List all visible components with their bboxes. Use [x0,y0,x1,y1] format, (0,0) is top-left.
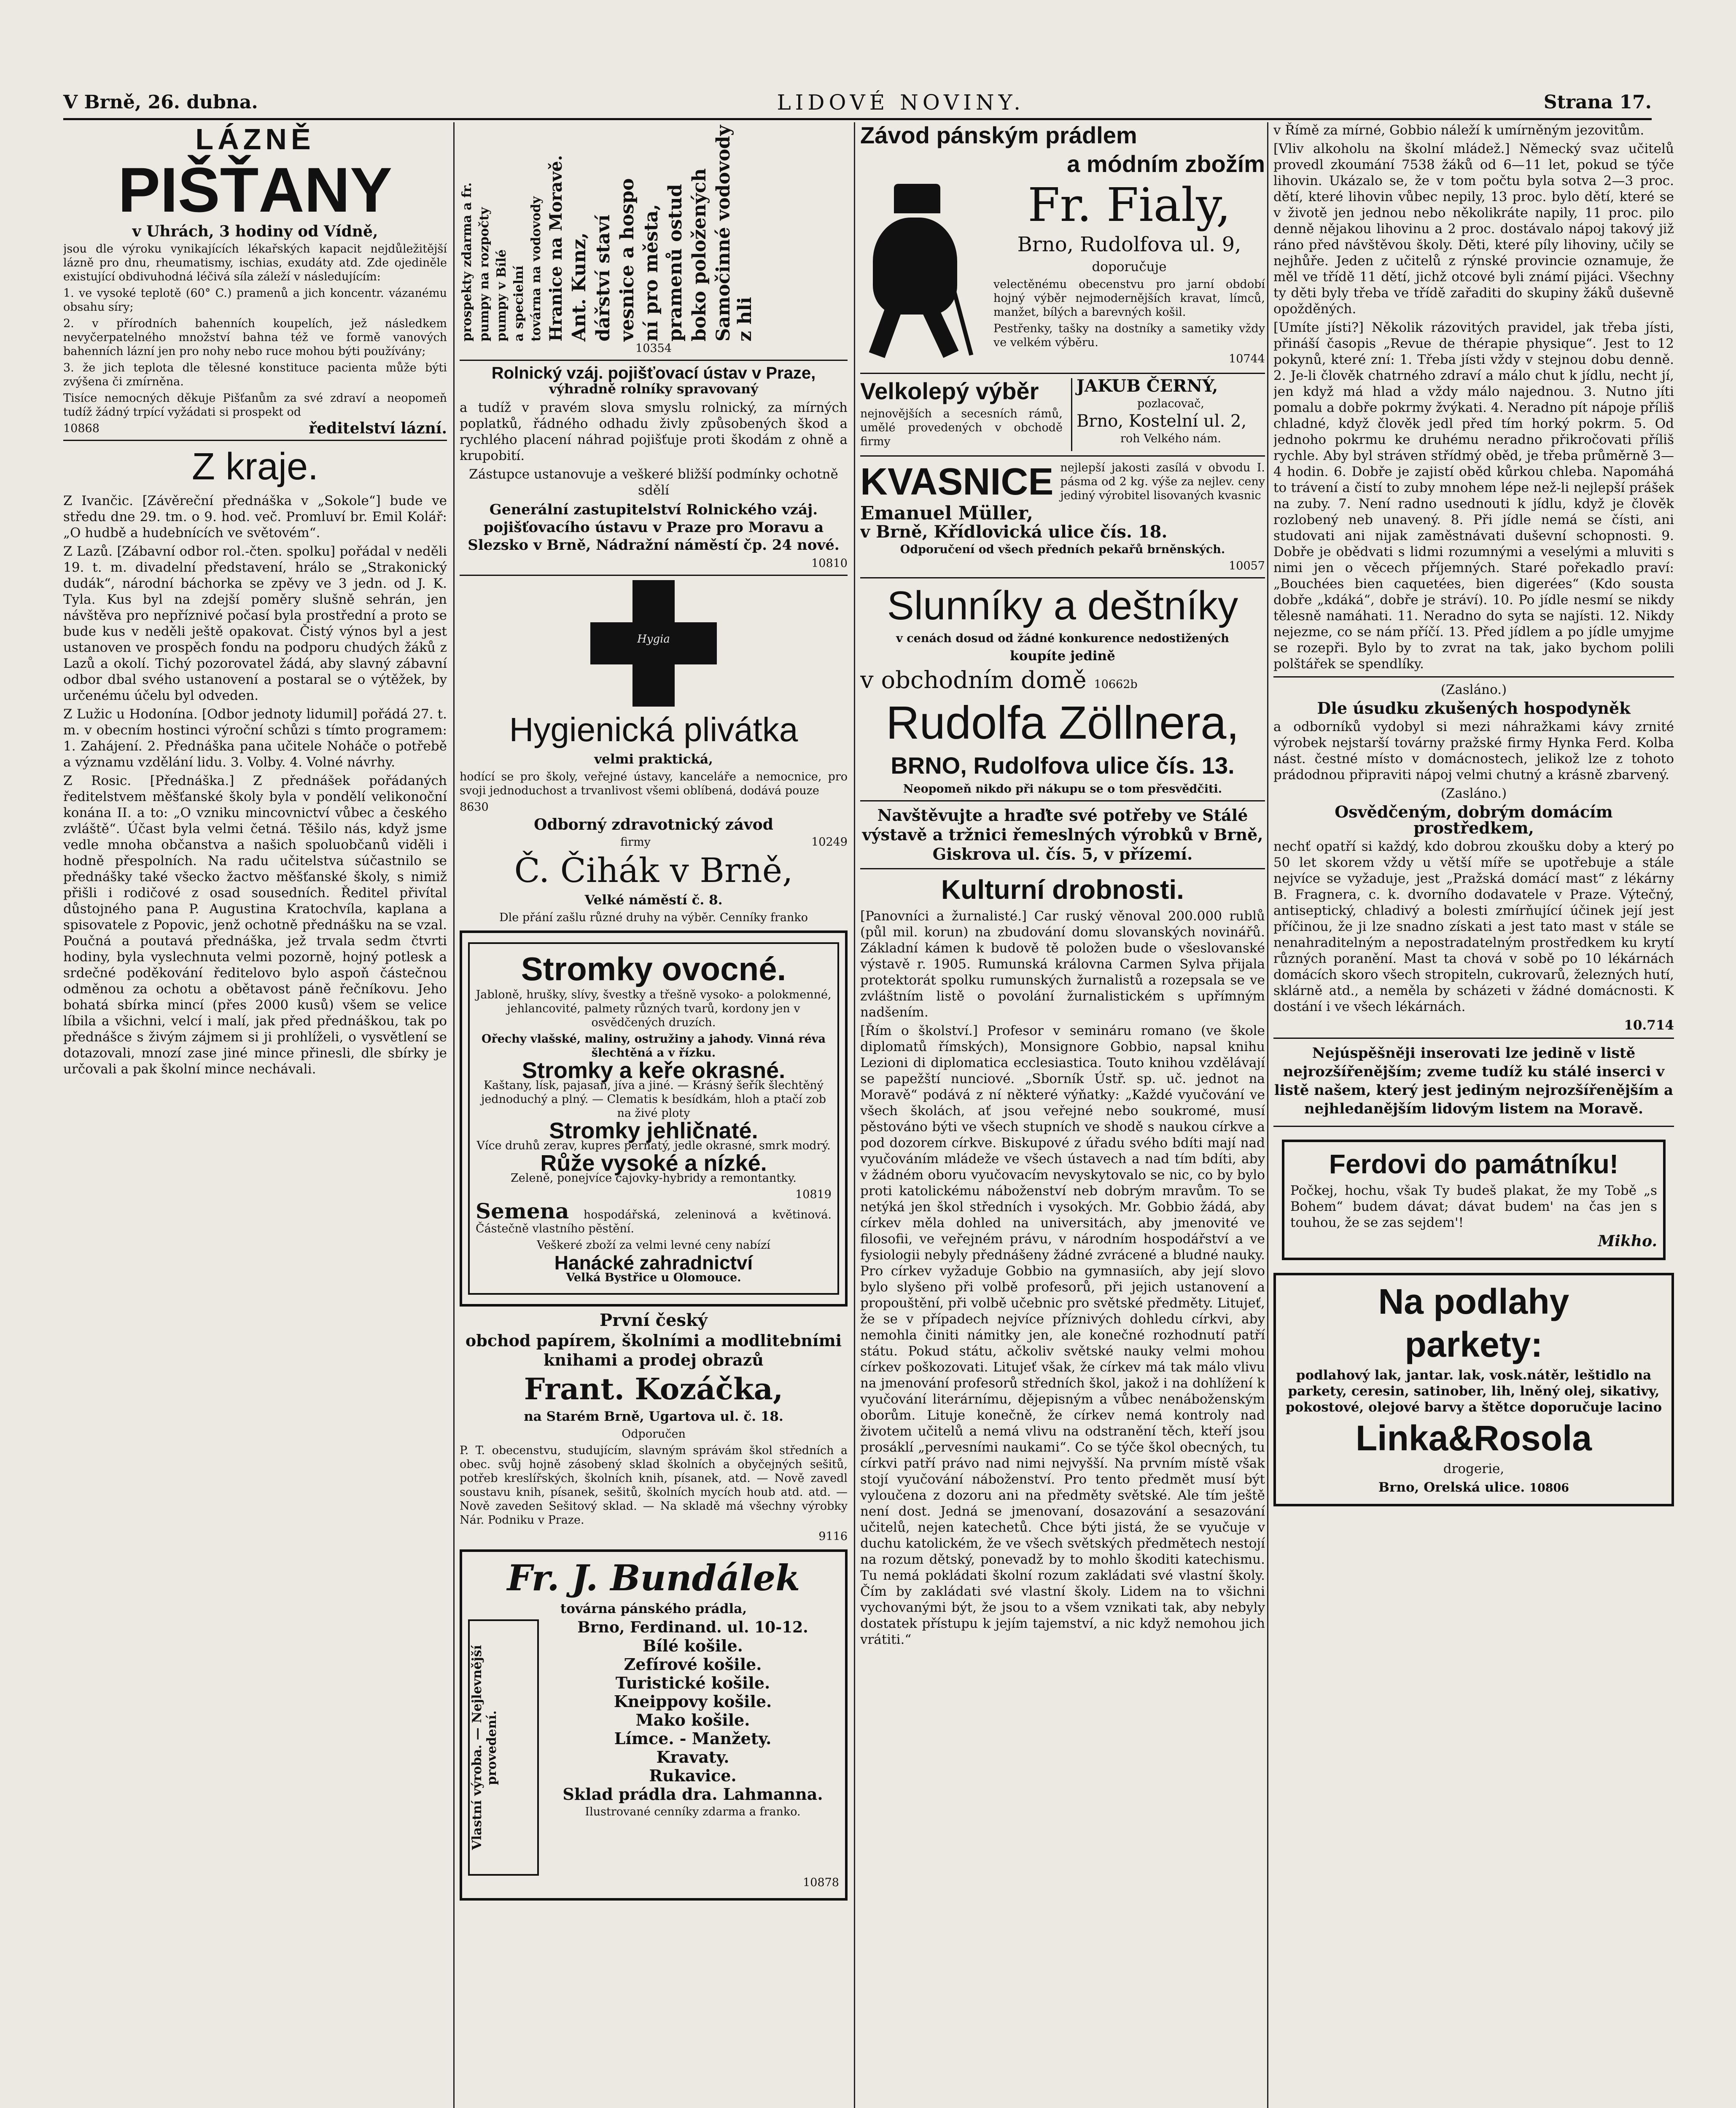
hanacke-address: Velká Bystřice u Olomouce. [566,1271,741,1284]
bundalek-address: Brno, Ferdinand. ul. 10-12. [577,1619,808,1636]
velkolepy-vyber-ad [860,378,1265,451]
bundalek-ad [460,1549,848,1901]
fialy-top: Závod pánským prádlem [860,122,1137,148]
semena-body: hospodářská, zeleninová a květinová. Částečně vlastního pěstění. [476,1208,832,1235]
vertical-text: pramenů ostud [665,184,686,341]
divider [860,455,1265,457]
linka-address: Brno, Orelská ulice. [1378,1480,1525,1495]
vertical-text: pumpy na rozpočty [477,207,492,341]
divider [460,575,848,576]
rolnicky-title: Rolnický vzáj. pojišťovací ústav v Praze, [491,364,816,382]
ad-ref-number: 8630 [460,801,489,814]
hyg-note: Dle přání zašlu různé druhy na výběr. Cenníky franko [499,911,808,924]
cerny-name: JAKUB ČERNÝ, [1077,376,1218,396]
ferda-signature: Mikho. [1598,1232,1657,1250]
header-date: V Brně, 26. dubna. [63,91,258,113]
fialy-sub: a módním zbožím [1067,151,1265,177]
kvasnice-body: nejlepší jakosti zasílá v obvodu I. pásma od 2 kg. výše za nejlev. ceny jediný výrobitel lisovaných kvasnic [1060,461,1265,502]
article-paragraph: v Římě za mírné, Gobbio náleží k umírněným jezovitům. [1273,123,1644,138]
fialy-body: Pestřenky, tašky na dostníky a sametiky vždy ve velkém výběru. [993,322,1265,349]
pistany-ad [63,122,447,436]
inserce-text: Nejúspěšněji inserovati lze jedině v listě nejrozšířenějším; zveme tudíž ku stálé inserci v listě našem, který jest jediným nejrozšířenějším a nejhledanějším lidovým listem na Moravě. [1274,1045,1673,1117]
zollner-note: Neopomeň nikdo při nákupu se o tom přesvědčiti. [903,782,1222,796]
header-title: LIDOVÉ NOVINY. [777,90,1025,115]
vertical-text: a specielní [511,265,526,341]
divider [860,577,1265,578]
page-header [63,86,1652,120]
rolnicky-subtitle: výhradně rolníky spravovaný [549,382,758,397]
rolnicky-ad [460,365,848,570]
stromky-title: Stromky ovocné. [521,950,786,987]
ferda-title: Ferdovi do památníku! [1329,1149,1619,1179]
z-kraje-heading: Z kraje. [191,446,319,488]
column-1 [63,122,447,2108]
zaslano-label: (Zasláno.) [1440,682,1507,697]
pistany-point: 1. ve vysoké teplotě (60° C.) pramenů a jich koncentr. vázanému obsahu síry; [63,287,447,314]
shirt-illustration: Vlastní výroba. — Nejlevnější provedení. [468,1619,539,1876]
ad-ref-number: 9116 [818,1530,848,1543]
ad-ref-number: 10819 [795,1188,832,1201]
kozacka-address: na Starém Brně, Ugartova ul. č. 18. [524,1409,783,1424]
linka-rosola-ad [1273,1273,1674,1506]
ad-ref-number: 10868 [63,422,100,435]
pistany-closing: Tisíce nemocných děkuje Pišťanům za své zdraví a neopomeň tudíž žádný trpící vyžádati si prospekt od [63,392,447,419]
bundalek-item: Kravaty. [656,1748,729,1767]
kvasnice-recommend: Odporučení od všech předních pekařů brněnských. [900,543,1225,556]
fialy-address: Brno, Rudolfova ul. 9, [1017,233,1241,256]
column-rule [1267,122,1268,2108]
kvasnice-name: Emanuel Müller, [860,503,1034,524]
fialy-name: Fr. Fialy, [1028,178,1231,232]
divider [1273,676,1674,678]
ad-ref-number: 10806 [1529,1482,1569,1495]
slunniky-subtitle: v cenách dosud od žádné konkurence nedostižených [896,632,1229,645]
gentleman-illustration [860,180,987,357]
zaslano-body: nechť opatří si každý, kdo dobrou zkoušku doby a který po 50 let skorem vždy u větší míře se upotřebuje a stále nejvíce se vyžaduje, jest „Pražská domácí mast“ z lékárny B. Fragnera, c. k. dvorního dodavatele v Praze. Výtečný, antiseptický, chladivý a bolesti zmírňující účinek její jest příčinou, že ji lze snadno získati a jest tato mast v stále se nenahraditelným a nepostradatelným prostředkem ku krytí různých poranění. Mast ta chová v sobě po 10 lékárnách domácích skoro všech stropiteln, cukrovarů, železných hutí, sklárně atd., a neměla by scházeti v žádné domácnosti. K dostání i ve všech lékárnách. [1273,839,1674,1014]
stromky-ad [460,930,848,1307]
vystava-notice: Navštěvujte a hraďte své potřeby ve Stálé výstavě a tržnici řemeslných výrobků v Brně, Giskrova ul. čís. 5, v přízemí. [862,806,1263,863]
bundalek-item: Límce. - Manžety. [614,1729,772,1748]
rolnicky-body: Zástupce ustanovuje a veškeré bližší podmínky ochotně sdělí [469,467,838,498]
kozacka-name: Frant. Kozáčka, [524,1371,783,1406]
kulturni-drobnosti-heading: Kulturní drobnosti. [941,874,1184,905]
linka-name: Linka&Rosola [1355,1418,1592,1458]
article-paragraph: [Vliv alkoholu na školní mládež.] Německý svaz učitelů provedl zkoumání 7538 žáků od 6—11 let, pokud se týče lihovin. Ukázalo se, že v tom počtu byla sotva 2—3 proc. dětí, které lihovin vůbec nepily, 13 proc. bylo dětí, které se v životě jen jednou nebo několikráte napily, 11 proc. pilo denně nějakou lihovinu a 2 proc. dostávalo nápoj takový již ráno před návštěvou školy. Děti, které píly lihoviny, učily se nejhůře. Jeden z učitelů z rýnské provincie oznamuje, že měl ve třídě 11 dětí, jichž otcové byli známí pijáci. Všechny ty děti byly třeba ve třídě zařaditi do skupiny žáků duševně opožděných. [1273,141,1674,317]
zaslano-title: Dle úsudku zkušených hospodyněk [1317,699,1631,718]
vertical-text: Hranice na Moravě. [546,155,566,341]
rolnicky-general: Generální zastupitelství Rolnického vzáj. pojišťovacího ústavu v Praze pro Moravu a Slezsko v Brně, Nádražní náměstí čp. 24 nové. [468,501,840,554]
rolnicky-body: a tudíž v pravém slova smyslu rolnický, za mírných poplatků, řádného odhadu živly způsobených škod a rychlého placení náhrad pojišťuje proti škodám z ohně a krupobití. [460,400,848,463]
cerny-address: Brno, Kostelní ul. 2, [1077,411,1247,431]
zollner-name: Rudolfa Zöllnera, [886,697,1239,749]
fialy-ad [860,122,1265,368]
kere-body: Kaštany, lísk, pajasan, jíva a jiné. — Krásný šeřík šlechtěný jednoduchý a plný. — Clematis k besídkám, hloh a ptačí zob na živé ploty [481,1079,826,1120]
zaslano-label: (Zasláno.) [1440,786,1507,801]
bundalek-item: Sklad prádla dra. Lahmanna. [563,1785,823,1804]
ad-ref-number: 10878 [803,1876,839,1889]
kozacka-ad [460,1312,848,1543]
inserce-notice [1273,1038,1674,1127]
ad-ref-number: 10057 [1229,559,1265,573]
bundalek-item: Mako košile. [635,1710,750,1729]
ad-ref-number: 10662b [1094,678,1138,691]
vertical-text: dářství staví [592,214,614,341]
kere-title: Stromky a keře okrasné. [522,1058,786,1083]
slunniky-obchod: v obchodním domě [860,667,1087,694]
kvasnice-title: KVASNICE [860,461,1054,503]
fialy-recommend: doporučuje [1092,259,1167,274]
cross-label: Hygia [637,633,670,645]
article-paragraph: Z Lužic u Hodonína. [Odbor jednoty lidumil] pořádá 27. t. m. v obecním hostinci výroční schůzi s tímto programem: 1. Zahájení. 2. Přednáška pana učitele Noháče o potřebě a významu vzdělání lidu. 3. Volby. 4. Volné návrhy. [63,707,447,770]
divider [860,868,1265,869]
stromky-body: Jabloně, hrušky, slívy, švestky a třešně vysoko- a polokmenné, jehlancovité, palmety různých tvarů, kordony jen v osvědčených druzích. [476,988,832,1029]
ruze-title: Růže vysoké a nízké. [540,1151,767,1176]
vertical-text: továrna na vodovody [529,196,544,341]
column-rule [453,122,455,2108]
ad-ref-number: 10810 [811,557,848,570]
zaslano-body: a odborníků vydobyl si mezi náhražkami kávy zrnité výrobek nejstarší továrny pražské firmy Hynka Ferd. Kolba nást. čestné místo v domácnostech, jelikož lze z tohoto prádodnou připraviti nápoj velmi chutný a krásně zbarvený. [1273,719,1674,782]
jehlicnate-body: Více druhů zerav, kupres pernatý, jedle okrasné, smrk modrý. [476,1139,831,1152]
zollner-address: BRNO, Rudolfova ulice čís. 13. [891,752,1235,779]
bundalek-item: Bílé košile. [643,1636,743,1655]
ruze-body: Zeleně, ponejvíce čajovky-hybridy a remontantky. [511,1172,797,1185]
ferda-body: Počkej, hochu, však Ty budeš plakat, že my Tobě „s Bohem“ budem dávat; dávat budem' na čas jen s touhou, že se zas sejdem'! [1290,1183,1657,1230]
pistany-signature: ředitelství lázní. [309,419,447,437]
article-paragraph: [Řím o školství.] Profesor v semináru romano (ve škole diplomatů římských), Monsignore Gobbio, napsal knihu Lezioni di diplomatica ecclesiastica. Touto knihou vzdělávají se papežští nunciové. „Sborník Ústř. sp. uč. jednot na Moravě“ podává z ní některé výňatky: „Každé vyučování ve všech školách, ať jsou veřejné nebo soukromé, musí pěstováno býti ve všech stupních ve shodě s naukou církve a pod dozorem církve. Biskupové z úřadu svého bdíti mají nad vyučováním mládeže ve všech ústavech a nad tím bdíti, aby v žádném oboru vyučovacím nevyskytovalo se nic, co by bylo proti katolickému náboženství neb dobrým mravům. To se netýká jen škol středních i vysokých. Mr. Gobbio žádá, aby církev měla dohled na universitách, aby jmenovité ve filosofii, ve veřejném právu, v národním hospodářství a ve fysiologii nebyly přednášeny žádné zvrácené a bludné nauky. Pro církev vyžaduje Gobbio na gymnasiích, aby její slovo bylo slyšeno při volbě profesorů, při jejich ustanovení a propouštění, při volbě učebnic pro světské předměty. Litujeť, že se v případech nejvíce příznivých dohledu církvi, aby nemohla činiti námitky jen, ale konečné rozhodnutí patří státu. Pokud státu, ačkoliv světské nauky velmi mohou církev poškozovati. Litujeť však, že církev má tak málo vlivu na jmenování profesorů středních škol, jakož i na dohlížení k vyučování literárnímu, dějepisným a vůbec nenáboženským oborům. Lituje konečně, že církev nemá kontroly nad životem učitelů a nemá vlivu na odstranění těch, kteří jsou prosáklí „pervesními naukami“. Co se týče škol obecných, tu církvi patří právo nad nimi nejvyšší. Na prvním místě však stojí vyučování náboženství. Pro tento předmět musí být vyloučena z dozoru ani na předměty světské. Ale tím ještě není dost. Jedná se jmenovaní, dosazování a sesazování učitelů, nejen katechetů. Chce býti jistá, že se vyučuje v duchu katolickém, že ve všech světských předmětech nestojí na rozum dětský, ponevadž by to mohlo škoditi katechismu. Tu nemá pokládati školní rozum zakládati své vlastní školy. Čím by zakládati své vlastní školy. Lidem na to všichni vychovanými být, že jsou to a všem vznikati tak, aby nebyly dostatek přístupu k jejím tajemství, a nic když nemohou jich vrátiti.“ [860,1023,1265,1647]
hyg-subtitle: velmi praktická, [594,752,713,767]
zaslano-title: Osvědčeným, dobrým domácím prostředkem, [1335,802,1613,837]
fialy-body: velectěnému obecenstvu pro jarní období hojný výběr nejmodernějších kravat, límců, manžet, bílých a barevných košil. [993,278,1265,319]
vertical-text: vesnice a hospo [616,178,638,341]
pistany-point: 3. že jich teplota dle tělesné konstituce pacienta může býti zvýšena či zmírněna. [63,361,447,388]
hyg-body: hodící se pro školy, veřejné ústavy, kanceláře a nemocnice, pro svoji jednoduchost a trvanlivost všemi oblíbená, dodává pouze [460,770,848,797]
pistany-title: PIŠŤANY [118,154,393,225]
hygienicka-plivatka-ad [460,580,848,925]
cerny-subtitle: pozlacovač, [1137,397,1204,410]
lazne-title: LÁZNĚ [195,123,315,156]
divider [860,800,1265,801]
vertical-text: ní pro města, [641,204,662,341]
vertical-text: prospekty zdarma a fr. [460,182,474,341]
bundalek-item: Rukavice. [649,1766,737,1785]
kvasnice-address: v Brně, Křídlovická ulice čís. 18. [860,522,1168,542]
column-4 [1273,122,1674,2108]
divider [860,373,1265,374]
article-paragraph: Z Rosic. [Přednáška.] Z přednášek pořádaných ředitelstvem měšťanské školy byla v pondělí velikonoční konána II. a to: „O vzniku mincovnictví vůbec a českého zvláště“. Účast byla velmi četná. Těšilo nás, když jsme vedle mnoha občanstva a našich spoluobčanů viděli i hodně přespolních. Na radu učitelstva súčastnilo se přednášky také všecko žactvo měšťanské školy, s nimiž přišli i rodičové z osad sousedních. Ředitel přivítal důstojného pana P. Augustina Kratochvíla, kaplana a spisovatele z Popovic, jenž ochotně přednášku na se vzal. Poučná a poutavá přednáška, jež trvala sedm čtvrti hodiny, byla vyslechnuta velmi pozorně, hojný potlesk a srdečné poděkování ředitelovo bylo aspoň částečnou odměnou za ochotu a obětavost páně řečníkovu. Jeho bohatá sbírka mincí (přes 2000 kusů) všem se velice líbila a všichni, velcí i malí, jak před přednáškou, tak po přednášce s živým zájmem si ji prohlíželi, o vysvětlení se dotazovali, mnozí zase jiné mince přinesli, dle sbírky je určovali a pak školní mince nechávali. [63,773,447,1077]
hanacke-name: Hanácké zahradnictví [554,1252,753,1274]
hyg-name: Č. Čihák v Brně, [514,851,793,890]
vertical-text: Ant. Kunz, [568,232,590,341]
slunniky-title: Slunníky a deštníky [887,583,1238,628]
ad-ref-number: 10249 [811,836,848,849]
pistany-body: jsou dle výroku vynikajících lékařských kapacit nejdůležitější lázně pro dnu, rheumatismy, ischias, exudáty atd. Zde ojediněle existující obdivuhodná léčivá síla záleží v následujícím: [63,242,447,283]
semena-note: Veškeré zboží za velmi levné ceny nabízí [537,1239,770,1252]
bundalek-item: Zefírové košile. [624,1655,762,1674]
ferda-notice [1282,1140,1666,1260]
linka-top: Na podlahy [1378,1282,1569,1321]
bundalek-item: Kneippovy košile. [614,1692,772,1711]
vertical-text: Samočinné vodovody z hli [713,125,756,341]
hyg-firm-label: firmy [620,836,651,849]
divider [460,360,848,361]
kunz-vodovody-ad [460,122,848,341]
semena-title: Semena [476,1199,569,1223]
velk-title: Velkolepý výběr [860,378,1039,404]
article-paragraph: [Panovníci a žurnalisté.] Car ruský věnoval 200.000 rublů (půl mil. korun) na zbudování domu slovanských novinářů. Základní kámen k budově tě položen bude o všeslovanské výstavě r. 1905. Rumunská královna Carmen Sylva přijala protektorát spolku rumunských žurnalistů a rozepsala se ve zvláštním listě o povolání žurnalistickém s upřímným nadšením. [860,909,1265,1020]
cerny-address2: roh Velkého nám. [1120,432,1221,445]
vertical-text: boko položených [689,168,710,341]
pistany-subtitle: v Uhrách, 3 hodiny od Vídně, [132,223,378,240]
jehlicnate-title: Stromky jehličnaté. [549,1118,758,1143]
velk-body: nejnovějších a secesních rámů, umělé provedených v obchodě firmy [860,407,1063,448]
hyg-factory: Odborný zdravotnický závod [534,816,773,834]
column-rule [854,122,855,2108]
column-2 [460,122,848,2108]
header-page-number: Strana 17. [1543,91,1652,113]
zollner-ad [860,583,1265,796]
odporuceni-body: P. T. obecenstvu, studujícím, slavným správám škol středních a obec. svůj hojně zásobený sklad školních a obyčejných sešitů, potřeb kreslířských, školních knih, písanek, atd. — Nově zavedl soustavu knih, písanek, sešitů, školních mycích houb atd. atd. — Nově zaveden Sešitový sklad. — Na skladě má všechny výrobky Nár. Podniku v Praze. [460,1444,848,1527]
hyg-address: Velké náměstí č. 8. [584,893,723,908]
papir-title: První český [600,1310,708,1330]
ad-ref-number: 10354 [635,342,672,355]
bundalek-note: Ilustrované cenníky zdarma a franko. [585,1805,801,1818]
ad-ref-number: 10.714 [1624,1018,1674,1033]
papir-body: obchod papírem, školními a modlitebními knihami a prodej obrazů [465,1331,842,1369]
stromky-body: Ořechy vlašské, maliny, ostružiny a jahody. Vinná réva šlechtěná a v řízku. [481,1032,826,1059]
bundalek-item: Turistické košile. [615,1673,770,1692]
article-paragraph: Z Ivančic. [Závěreční přednáška v „Sokole“] bude ve středu dne 29. tm. o 9. hod. več. Promluví br. Emil Kolář: „O hudbě a hudebnících ve světovém“. [63,493,447,540]
bundalek-subtitle: továrna pánského prádla, [560,1601,747,1616]
kvasnice-ad [860,461,1265,573]
red-cross-logo [590,580,717,707]
slunniky-koupi: koupíte jedině [1010,648,1115,664]
linka-subtitle: drogerie, [1443,1461,1505,1476]
ad-ref-number: 10744 [1229,352,1265,366]
vertical-text: pumpy v Bílé [494,249,509,341]
pistany-point: 2. v přírodních bahenních koupelích, jež následkem nevyčerpatelného množství bahna též ve formě vanových bahenních lázní jen pro nohy nebo ruce mohou býti používány; [63,317,447,358]
linka-top2: parkety: [1405,1325,1543,1364]
linka-body: podlahový lak, jantar. lak, vosk.nátěr, leštidlo na parkety, ceresin, satinober, lih, lněný olej, sikativy, pokostové, olejové barvy a štětce doporučuje lacino [1285,1368,1662,1415]
article-paragraph: Z Lazů. [Zábavní odbor rol.-čten. spolku] pořádal v neděli 19. t. m. divadelní představení, hrálo se „Strakonický dudák“, národní báchorka se zpěvy ve 3 jedn. od J. K. Tyla. Kus byl na zdejší poměry slušně sehrán, jen návštěva pro nepříznivé počasí byla prostřední a proto se bude kus v neděli ještě opakovat. Čistý výnos byl a jest ustanoven ve prospěch fondu na podporu chudých žáků z Lazů a okolí. Tichý pozorovatel žádá, aby slavný zábavní odbor dbal svého ustanovení a postaral se o výtěžek, by určenému účelu byl odveden. [63,544,447,703]
hyg-title: Hygienická plivátka [509,711,798,748]
column-3 [860,122,1265,2108]
divider [63,440,447,441]
article-paragraph: [Umíte jísti?] Několik rázovitých pravidel, jak třeba jísti, přináší časopis „Revue de thérapie physique“. Jest to 12 pokynů, které zní: 1. Třeba jísti vždy v stejnou dobu denně. 2. Je-li člověk chatrného zdraví a málo chut k jídlu, necht jí, jen když má hlad a vždy málo najednou. 3. Nutno jíti pomalu a dobře pokrmy žvýkati. 4. Neradno pít nápoje příliš chladné, když člověk jedl před tím horký pokrm. 5. Od jednoho pokrmu ke druhému neradno přikročovati příliš rychle. Aby byl stráven střídmý oběd, je třeba průměrně 3—4 hodin. 6. Dobře je zajistí oběd kůrkou chleba. Napomáhá to trávení a čistí to zuby mnohem lépe než-li nejlepší prášek na zuby. 7. Není radno usednouti k jídlu, když je člověk rozlobený neb unavený. 8. Při jídle nemá se čísti, ani studovati ani nijak zaměstnávati duševní schopnosti. 9. Dobře je obědvati s lidmi rozumnými a veselými a mluviti s nimi jen o věcech příjemných. Staré pořekadlo praví: „Bouchées bien caquetées, bien digerées“ (Kdo sousta dobře „kdáká“, dobře je stráví). 10. Po jídle nesmí se nikdy tělesně namáhati. 11. Neradno do syta se najísti. 12. Nikdy nejezme, co se nám příčí. 13. Před jídlem a po jídle umyjme se rozepři. Bylo by to zvrat na tak, jako bychom polili polštářek se spendlíky. [1273,320,1674,672]
odporuceni-label: Odporučen [622,1428,686,1441]
bundalek-name: Fr. J. Bundálek [507,1557,800,1599]
